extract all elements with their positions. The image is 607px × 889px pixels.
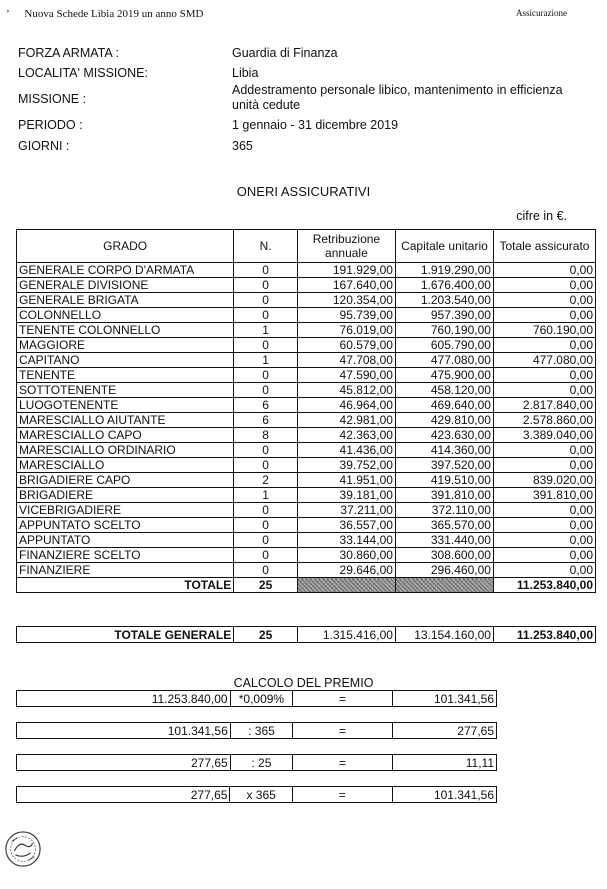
cell-grado: MAGGIORE: [17, 338, 234, 353]
shaded-cell: [297, 578, 395, 593]
info-row: [18, 66, 259, 81]
calc-result: 101.341,56: [392, 691, 496, 707]
cell-n: 0: [234, 308, 298, 323]
info-row: [18, 118, 399, 133]
cell-totale: 0,00: [493, 458, 595, 473]
totale-n: 25: [234, 578, 298, 593]
cell-n: 0: [234, 383, 298, 398]
cell-capitale: 1.203.540,00: [395, 293, 493, 308]
grand-total-capitale: 13.154.160,00: [395, 627, 493, 643]
calc-result: 101.341,56: [392, 787, 496, 803]
cell-totale: 477.080,00: [493, 353, 595, 368]
table-row: [17, 308, 596, 323]
cell-retribuzione: 120.354,00: [297, 293, 395, 308]
cell-n: 0: [234, 563, 298, 578]
cell-grado: TENENTE: [17, 368, 234, 383]
table-row: [17, 353, 596, 368]
calc-row: [16, 786, 497, 803]
calc-operator: : 25: [230, 755, 292, 771]
info-value: 365: [232, 139, 253, 153]
cell-capitale: 477.080,00: [395, 353, 493, 368]
table-row: [17, 458, 596, 473]
table-row: [17, 548, 596, 563]
grand-total-table: [16, 626, 596, 643]
table-row: [17, 338, 596, 353]
cell-grado: GENERALE CORPO D'ARMATA: [17, 263, 234, 278]
info-label: FORZA ARMATA :: [18, 46, 119, 60]
cell-grado: GENERALE DIVISIONE: [17, 278, 234, 293]
cell-capitale: 1.676.400,00: [395, 278, 493, 293]
calc-result: 11,11: [392, 755, 496, 771]
unit-note: cifre in €.: [516, 209, 567, 223]
cell-capitale: 414.360,00: [395, 443, 493, 458]
info-value: Addestramento personale libico, mantenimento in efficienza unità cedute: [232, 83, 563, 112]
table-row: [17, 443, 596, 458]
cell-retribuzione: 33.144,00: [297, 533, 395, 548]
info-label: GIORNI :: [18, 139, 70, 153]
cell-totale: 0,00: [493, 338, 595, 353]
cell-capitale: 331.440,00: [395, 533, 493, 548]
info-label: LOCALITA' MISSIONE:: [18, 66, 148, 80]
cell-capitale: 605.790,00: [395, 338, 493, 353]
table-row: [17, 383, 596, 398]
table-row: [17, 293, 596, 308]
cell-grado: APPUNTATO: [17, 533, 234, 548]
cell-n: 0: [234, 368, 298, 383]
cell-totale: 760.190,00: [493, 323, 595, 338]
cell-totale: 0,00: [493, 503, 595, 518]
cell-retribuzione: 60.579,00: [297, 338, 395, 353]
cell-totale: 0,00: [493, 293, 595, 308]
cell-n: 0: [234, 443, 298, 458]
cell-retribuzione: 37.211,00: [297, 503, 395, 518]
table-row: [17, 413, 596, 428]
calc-amount: 277,65: [17, 787, 230, 803]
cell-retribuzione: 47.590,00: [297, 368, 395, 383]
header-totale: Totale assicurato: [493, 230, 595, 263]
totale-row: [17, 578, 596, 593]
cell-retribuzione: 30.860,00: [297, 548, 395, 563]
grand-total-row: [17, 627, 596, 643]
cell-capitale: 458.120,00: [395, 383, 493, 398]
totale-amount: 11.253.840,00: [493, 578, 595, 593]
cell-capitale: 1.919.290,00: [395, 263, 493, 278]
cell-capitale: 957.390,00: [395, 308, 493, 323]
calc-operator: : 365: [230, 723, 292, 739]
table-row: [17, 473, 596, 488]
cell-totale: 0,00: [493, 278, 595, 293]
cell-capitale: 469.640,00: [395, 398, 493, 413]
cell-grado: LUOGOTENENTE: [17, 398, 234, 413]
cell-retribuzione: 167.640,00: [297, 278, 395, 293]
cell-n: 2: [234, 473, 298, 488]
cell-grado: APPUNTATO SCELTO: [17, 518, 234, 533]
cell-n: 0: [234, 548, 298, 563]
cell-retribuzione: 36.557,00: [297, 518, 395, 533]
cell-grado: MARESCIALLO ORDINARIO: [17, 443, 234, 458]
totale-label: TOTALE: [17, 578, 234, 593]
cell-totale: 0,00: [493, 263, 595, 278]
cell-totale: 2.578.860,00: [493, 413, 595, 428]
header-retribuzione: Retribuzione annuale: [297, 230, 395, 263]
cell-totale: 839.020,00: [493, 473, 595, 488]
cell-grado: GENERALE BRIGATA: [17, 293, 234, 308]
cell-n: 0: [234, 338, 298, 353]
cell-capitale: 391.810,00: [395, 488, 493, 503]
insurance-table: [16, 229, 596, 593]
table-row: [17, 323, 596, 338]
calc-equals: =: [293, 755, 393, 771]
table-row: [17, 263, 596, 278]
table-row: [17, 368, 596, 383]
header-n: N.: [234, 230, 298, 263]
cell-totale: 0,00: [493, 383, 595, 398]
cell-grado: SOTTOTENENTE: [17, 383, 234, 398]
calc-title: CALCOLO DEL PREMIO: [233, 676, 374, 690]
cell-n: 0: [234, 278, 298, 293]
calc-equals: =: [293, 691, 392, 707]
cell-totale: 2.817.840,00: [493, 398, 595, 413]
cell-retribuzione: 41.951,00: [297, 473, 395, 488]
cell-retribuzione: 47.708,00: [297, 353, 395, 368]
info-value: Libia: [232, 66, 259, 80]
calc-row: [16, 754, 497, 771]
grand-total-label: TOTALE GENERALE: [17, 627, 234, 643]
document-header: [6, 8, 203, 20]
cell-n: 1: [234, 488, 298, 503]
calc-row: [16, 690, 497, 707]
table-row: [17, 278, 596, 293]
cell-retribuzione: 95.739,00: [297, 308, 395, 323]
table-row: [17, 503, 596, 518]
cell-capitale: 429.810,00: [395, 413, 493, 428]
cell-grado: FINANZIERE SCELTO: [17, 548, 234, 563]
cell-capitale: 397.520,00: [395, 458, 493, 473]
table-row: [17, 518, 596, 533]
cell-capitale: 296.460,00: [395, 563, 493, 578]
cell-grado: TENENTE COLONNELLO: [17, 323, 234, 338]
info-row: [18, 83, 563, 112]
cell-totale: 391.810,00: [493, 488, 595, 503]
cell-grado: CAPITANO: [17, 353, 234, 368]
cell-retribuzione: 29.646,00: [297, 563, 395, 578]
info-label: PERIODO :: [18, 118, 83, 132]
cell-n: 0: [234, 533, 298, 548]
cell-n: 6: [234, 413, 298, 428]
calc-operator: *0,009%: [230, 691, 293, 707]
table-row: [17, 398, 596, 413]
cell-capitale: 475.900,00: [395, 368, 493, 383]
cell-grado: MARESCIALLO: [17, 458, 234, 473]
cell-grado: BRIGADIERE: [17, 488, 234, 503]
calc-result: 277,65: [392, 723, 496, 739]
cell-retribuzione: 41.436,00: [297, 443, 395, 458]
cell-retribuzione: 42.981,00: [297, 413, 395, 428]
calc-equals: =: [292, 787, 392, 803]
cell-n: 8: [234, 428, 298, 443]
shaded-cell: [395, 578, 493, 593]
cell-n: 6: [234, 398, 298, 413]
cell-n: 1: [234, 353, 298, 368]
cell-grado: COLONNELLO: [17, 308, 234, 323]
grand-total-amount: 11.253.840,00: [493, 627, 595, 643]
cell-totale: 0,00: [493, 563, 595, 578]
calc-amount: 11.253.840,00: [17, 691, 231, 707]
cell-capitale: 372.110,00: [395, 503, 493, 518]
cell-totale: 0,00: [493, 308, 595, 323]
calc-operator: x 365: [230, 787, 292, 803]
cell-n: 0: [234, 458, 298, 473]
cell-retribuzione: 39.752,00: [297, 458, 395, 473]
cell-capitale: 308.600,00: [395, 548, 493, 563]
cell-n: 0: [234, 503, 298, 518]
table-row: [17, 428, 596, 443]
cell-capitale: 419.510,00: [395, 473, 493, 488]
info-row: [18, 139, 253, 154]
cell-retribuzione: 39.181,00: [297, 488, 395, 503]
table-row: [17, 488, 596, 503]
cell-totale: 0,00: [493, 548, 595, 563]
cell-totale: 0,00: [493, 518, 595, 533]
cell-totale: 0,00: [493, 533, 595, 548]
section-title: ONERI ASSICURATIVI: [236, 184, 371, 199]
tick-mark: ’: [6, 8, 10, 20]
cell-n: 0: [234, 293, 298, 308]
cell-totale: 3.389.040,00: [493, 428, 595, 443]
cell-capitale: 423.630,00: [395, 428, 493, 443]
calc-equals: =: [293, 723, 393, 739]
table-row: [17, 563, 596, 578]
calc-row: [16, 722, 497, 739]
info-value: 1 gennaio - 31 dicembre 2019: [232, 118, 399, 132]
calc-amount: 277,65: [17, 755, 231, 771]
grand-total-retribuzione: 1.315.416,00: [297, 627, 395, 643]
info-row: [18, 46, 338, 61]
cell-retribuzione: 42.363,00: [297, 428, 395, 443]
cell-retribuzione: 76.019,00: [297, 323, 395, 338]
cell-grado: BRIGADIERE CAPO: [17, 473, 234, 488]
document-title: Nuova Schede Libia 2019 un anno SMD: [24, 8, 204, 20]
cell-totale: 0,00: [493, 368, 595, 383]
header-grado: GRADO: [17, 230, 234, 263]
cell-n: 1: [234, 323, 298, 338]
cell-totale: 0,00: [493, 443, 595, 458]
official-seal-icon: [4, 830, 42, 868]
cell-grado: FINANZIERE: [17, 563, 234, 578]
cell-capitale: 760.190,00: [395, 323, 493, 338]
cell-retribuzione: 191.929,00: [297, 263, 395, 278]
cell-n: 0: [234, 518, 298, 533]
cell-grado: MARESCIALLO CAPO: [17, 428, 234, 443]
header-capitale: Capitale unitario: [395, 230, 493, 263]
info-value: Guardia di Finanza: [232, 46, 338, 60]
grand-total-n: 25: [234, 627, 298, 643]
info-label: MISSIONE :: [18, 92, 87, 106]
table-row: [17, 533, 596, 548]
cell-retribuzione: 45.812,00: [297, 383, 395, 398]
calc-amount: 101.341,56: [17, 723, 231, 739]
cell-grado: VICEBRIGADIERE: [17, 503, 234, 518]
table-header-row: [17, 230, 596, 263]
cell-grado: MARESCIALLO AIUTANTE: [17, 413, 234, 428]
cell-retribuzione: 46.964,00: [297, 398, 395, 413]
cell-n: 0: [234, 263, 298, 278]
cell-capitale: 365.570,00: [395, 518, 493, 533]
header-right-label: Assicurazione: [516, 8, 567, 18]
